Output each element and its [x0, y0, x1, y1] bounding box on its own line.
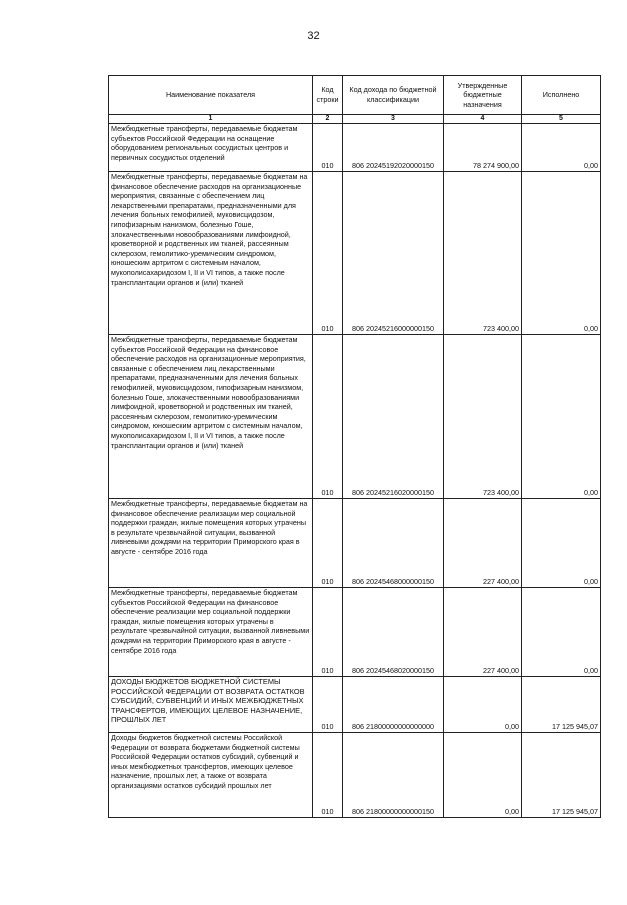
- row-name: ДОХОДЫ БЮДЖЕТОВ БЮДЖЕТНОЙ СИСТЕМЫ РОССИЙСКОЙ ФЕДЕРАЦИИ ОТ ВОЗВРАТА ОСТАТКОВ СУБСИДИЙ, СУБВЕНЦИЙ И ИНЫХ МЕЖБЮДЖЕТНЫХ ТРАНСФЕРТОВ, ИМЕЮЩИХ ЦЕЛЕВОЕ НАЗНАЧЕНИЕ, ПРОШЛЫХ ЛЕТ: [109, 677, 313, 733]
- header-line-code: Код строки: [313, 76, 343, 115]
- column-number: 5: [522, 115, 601, 124]
- row-approved: 723 400,00: [444, 172, 522, 335]
- table-row: [109, 172, 601, 335]
- row-executed: 0,00: [522, 588, 601, 677]
- row-line-code: 010: [313, 677, 343, 733]
- row-line-code: 010: [313, 172, 343, 335]
- column-number: 1: [109, 115, 313, 124]
- row-name: Межбюджетные трансферты, передаваемые бюджетам субъектов Российской Федерации на финансовое обеспечение расходов на организационные мероприятия, связанные с обеспечением лиц лекарственными препаратами, предназначенными для лечения больных гемофилией, муковисцидозом, гипофизарным нанизмом, болезнью Гоше, злокачественными новообразованиями лимфоидной, кроветворной и родственных им тканей, рассеянным склерозом, гемолитико-уремическим синдромом, юношеским артритом с системным началом, мукополисахаридозом I, II и VI типов, а также после трансплантации органов и (или) тканей: [109, 335, 313, 499]
- table-row: [109, 588, 601, 677]
- row-line-code: 010: [313, 733, 343, 818]
- row-income-code: 806 20245468020000150: [343, 588, 444, 677]
- row-executed: 0,00: [522, 124, 601, 172]
- row-name: Межбюджетные трансферты, передаваемые бюджетам на финансовое обеспечение реализации мер социальной поддержки граждан, жилые помещения которых утрачены в результате чрезвычайной ситуации, вызванной ливневыми дождями на территории Приморского края в августе - сентябре 2016 года: [109, 499, 313, 588]
- row-line-code: 010: [313, 588, 343, 677]
- row-executed: 0,00: [522, 335, 601, 499]
- row-executed: 0,00: [522, 172, 601, 335]
- header-executed: Исполнено: [522, 76, 601, 115]
- row-executed: 17 125 945,07: [522, 733, 601, 818]
- row-line-code: 010: [313, 499, 343, 588]
- column-number: 4: [444, 115, 522, 124]
- column-numbers-row: [109, 115, 601, 124]
- row-approved: 78 274 900,00: [444, 124, 522, 172]
- table-row: [109, 499, 601, 588]
- header-income-code: Код дохода по бюджетной классификации: [343, 76, 444, 115]
- budget-table: [108, 75, 601, 818]
- row-name: Межбюджетные трансферты, передаваемые бюджетам субъектов Российской Федерации на оснащение оборудованием региональных сосудистых центров и первичных сосудистых отделений: [109, 124, 313, 172]
- column-number: 3: [343, 115, 444, 124]
- row-income-code: 806 20245468000000150: [343, 499, 444, 588]
- row-approved: 723 400,00: [444, 335, 522, 499]
- row-executed: 17 125 945,07: [522, 677, 601, 733]
- header-row: [109, 76, 601, 115]
- header-name: Наименование показателя: [109, 76, 313, 115]
- row-executed: 0,00: [522, 499, 601, 588]
- row-income-code: 806 20245216000000150: [343, 172, 444, 335]
- row-name: Межбюджетные трансферты, передаваемые бюджетам на финансовое обеспечение расходов на организационные мероприятия, связанные с обеспечением лиц лекарственными препаратами, предназначенными для лечения больных гемофилией, муковисцидозом, гипофизарным нанизмом, болезнью Гоше, злокачественными новообразованиями лимфоидной, кроветворной и родственных им тканей, рассеянным склерозом, гемолитико-уремическим синдромом, юношеским артритом с системным началом, мукополисахаридозом I, II и VI типов, а также после трансплантации органов и (или) тканей: [109, 172, 313, 335]
- row-line-code: 010: [313, 335, 343, 499]
- table-row: [109, 677, 601, 733]
- row-income-code: 806 21800000000000150: [343, 733, 444, 818]
- page-number: 32: [307, 30, 320, 42]
- row-approved: 0,00: [444, 677, 522, 733]
- row-approved: 0,00: [444, 733, 522, 818]
- row-line-code: 010: [313, 124, 343, 172]
- row-income-code: 806 20245192020000150: [343, 124, 444, 172]
- table-row: [109, 124, 601, 172]
- column-number: 2: [313, 115, 343, 124]
- row-income-code: 806 21800000000000000: [343, 677, 444, 733]
- row-income-code: 806 20245216020000150: [343, 335, 444, 499]
- row-approved: 227 400,00: [444, 588, 522, 677]
- row-name: Доходы бюджетов бюджетной системы Российской Федерации от возврата бюджетами бюджетной системы Российской Федерации остатков субсидий, субвенций и иных межбюджетных трансфертов, имеющих целевое назначение, прошлых лет, а также от возврата организациями остатков субсидий прошлых лет: [109, 733, 313, 818]
- table-row: [109, 335, 601, 499]
- header-approved: Утвержденные бюджетные назначения: [444, 76, 522, 115]
- row-name: Межбюджетные трансферты, передаваемые бюджетам субъектов Российской Федерации на финансовое обеспечение реализации мер социальной поддержки граждан, жилые помещения которых утрачены в результате чрезвычайной ситуации, вызванной ливневыми дождями на территории Приморского края в августе - сентябре 2016 года: [109, 588, 313, 677]
- row-approved: 227 400,00: [444, 499, 522, 588]
- table-row: [109, 733, 601, 818]
